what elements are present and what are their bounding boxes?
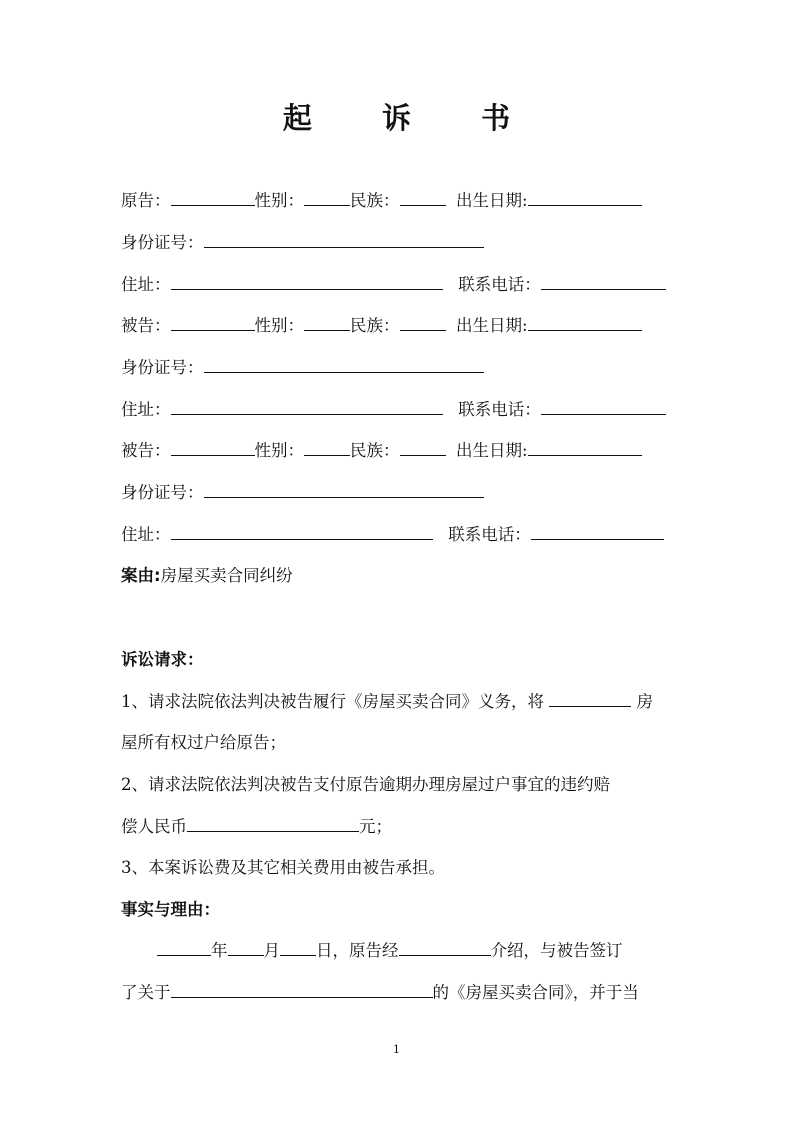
id-label: 身份证号：: [121, 358, 204, 377]
document-title: 起 诉 书: [282, 101, 541, 135]
dob-label: 出生日期:: [456, 316, 528, 335]
plaintiff-label: 原告：: [121, 191, 171, 210]
cause-text: 房屋买卖合同纠纷: [160, 566, 293, 585]
ethnic-blank[interactable]: [400, 313, 446, 331]
ethnic-blank[interactable]: [400, 438, 446, 456]
address-blank[interactable]: [171, 522, 433, 540]
defendant-label: 被告：: [121, 441, 171, 460]
id-label: 身份证号：: [121, 233, 204, 252]
address-blank[interactable]: [171, 272, 443, 290]
defendant-1-address-line: [121, 396, 681, 424]
phone-blank[interactable]: [541, 272, 666, 290]
dob-blank[interactable]: [528, 188, 642, 206]
year-blank[interactable]: [157, 938, 211, 956]
month-blank[interactable]: [228, 938, 264, 956]
sex-blank[interactable]: [304, 438, 350, 456]
phone-blank[interactable]: [531, 522, 664, 540]
claim-3-line: 3、本案诉讼费及其它相关费用由被告承担。: [121, 858, 445, 877]
sex-blank[interactable]: [304, 188, 350, 206]
defendant-2-line: [121, 437, 681, 465]
page-number: 1: [393, 1043, 400, 1056]
address-label: 住址：: [121, 400, 171, 419]
claim-1-line-1: [121, 688, 681, 716]
address-label: 住址：: [121, 275, 171, 294]
claims-heading: 诉讼请求：: [121, 650, 204, 669]
intro-text: 介绍，与被告签订: [490, 941, 623, 960]
house-blank[interactable]: [549, 689, 631, 707]
ethnic-label: 民族：: [350, 316, 400, 335]
plaintiff-address-line: [121, 271, 681, 299]
defendant-1-line: [121, 312, 681, 340]
introducer-blank[interactable]: [399, 938, 491, 956]
claim-2-line-2: [121, 813, 681, 841]
ethnic-label: 民族：: [350, 191, 400, 210]
dob-blank[interactable]: [528, 438, 642, 456]
day-text: 日，原告经: [316, 941, 399, 960]
phone-blank[interactable]: [541, 397, 666, 415]
facts-line-2: [121, 979, 681, 1007]
amount-blank[interactable]: [187, 814, 359, 832]
plaintiff-name-blank[interactable]: [171, 188, 255, 206]
claim-2-line-1: 2、请求法院依法判决被告支付原告逾期办理房屋过户事宜的违约赔: [121, 775, 610, 794]
cause-label: 案由:: [121, 566, 161, 585]
day-blank[interactable]: [280, 938, 316, 956]
plaintiff-id-line: [121, 229, 681, 257]
dob-label: 出生日期:: [456, 191, 528, 210]
phone-label: 联系电话：: [458, 400, 541, 419]
ethnic-blank[interactable]: [400, 188, 446, 206]
address-blank[interactable]: [171, 397, 443, 415]
facts-line-1: [121, 937, 717, 965]
id-blank[interactable]: [204, 230, 484, 248]
defendant-label: 被告：: [121, 316, 171, 335]
property-blank[interactable]: [171, 980, 433, 998]
phone-label: 联系电话：: [458, 275, 541, 294]
address-label: 住址：: [121, 525, 171, 544]
facts-line-2-end: 的《房屋买卖合同》，并于当: [432, 983, 639, 1002]
facts-heading: 事实与理由：: [121, 900, 220, 919]
sex-label: 性别：: [254, 441, 304, 460]
defendant-2-id-line: [121, 479, 681, 507]
plaintiff-line: [121, 187, 681, 215]
defendant-1-id-line: [121, 354, 681, 382]
cause-line: [121, 562, 681, 590]
phone-label: 联系电话：: [448, 525, 531, 544]
sex-label: 性别：: [254, 191, 304, 210]
facts-line-2-start: 了关于: [121, 983, 171, 1002]
claim-2-unit: 元；: [359, 817, 392, 836]
dob-label: 出生日期:: [456, 441, 528, 460]
defendant-2-address-line: [121, 521, 681, 549]
year-label: 年: [211, 941, 228, 960]
ethnic-label: 民族：: [350, 441, 400, 460]
month-label: 月: [263, 941, 280, 960]
sex-blank[interactable]: [304, 313, 350, 331]
defendant-name-blank[interactable]: [171, 438, 255, 456]
defendant-name-blank[interactable]: [171, 313, 255, 331]
claim-1-text: 1、请求法院依法判决被告履行《房屋买卖合同》义务，将: [121, 692, 544, 711]
claim-1-text-end: 房: [636, 692, 653, 711]
id-label: 身份证号：: [121, 483, 204, 502]
dob-blank[interactable]: [528, 313, 642, 331]
id-blank[interactable]: [204, 355, 484, 373]
claim-1-line-2: 屋所有权过户给原告；: [121, 733, 286, 752]
claim-2-text: 偿人民币: [121, 817, 187, 836]
id-blank[interactable]: [204, 480, 484, 498]
sex-label: 性别：: [254, 316, 304, 335]
